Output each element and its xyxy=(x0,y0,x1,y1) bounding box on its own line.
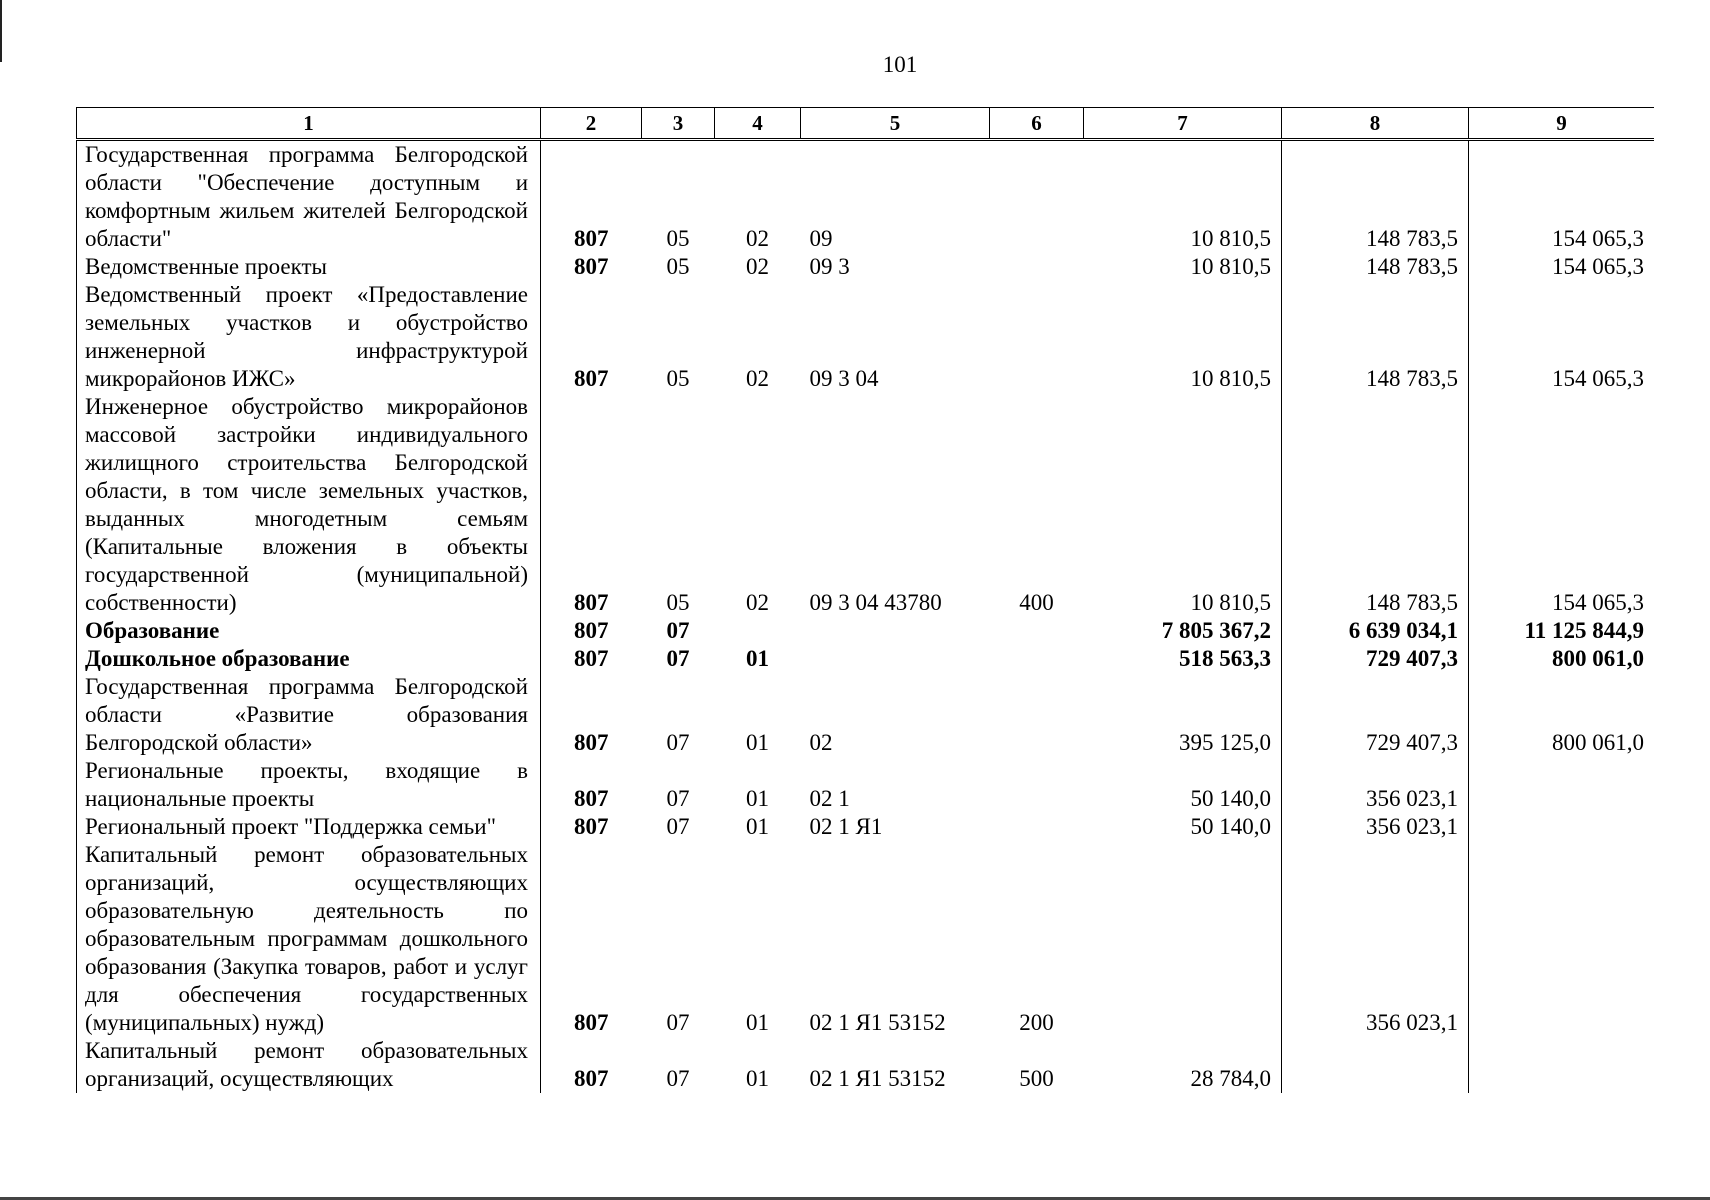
cell-amount-year-2: 148 783,5 xyxy=(1282,281,1469,393)
cell-name: Дошкольное образование xyxy=(77,645,541,673)
cell-ministry-code: 807 xyxy=(574,1066,609,1091)
cell-amount-year-1: 7 805 367,2 xyxy=(1084,617,1282,645)
cell-ministry-code: 807 xyxy=(574,1010,609,1035)
cell-subsection: 01 xyxy=(746,1066,769,1091)
cell-subsection: 02 xyxy=(746,254,769,279)
header-col-7: 7 xyxy=(1084,108,1282,140)
cell-section: 07 xyxy=(666,646,690,671)
cell-section: 07 xyxy=(666,730,690,755)
cell-subsection: 01 xyxy=(746,1010,769,1035)
cell-subsection: 01 xyxy=(746,786,769,811)
cell-section: 07 xyxy=(666,786,690,811)
cell-subsection: 02 xyxy=(746,226,769,251)
cell-section: 05 xyxy=(666,590,690,615)
cell-amount-year-1: 50 140,0 xyxy=(1084,813,1282,841)
cell-amount-year-1: 395 125,0 xyxy=(1084,673,1282,757)
cell-amount-year-1: 50 140,0 xyxy=(1084,757,1282,813)
cell-amount-year-2: 729 407,3 xyxy=(1282,645,1469,673)
cell-expense-type xyxy=(990,617,1084,645)
cell-subsection: 02 xyxy=(746,590,769,615)
cell-amount-year-3: 800 061,0 xyxy=(1469,673,1655,757)
table-row xyxy=(77,617,1655,645)
table-row xyxy=(77,673,1655,757)
cell-expense-type xyxy=(990,253,1084,281)
cell-name: Капитальный ремонт образовательных организаций, осуществляющих образовательную деятельность по образовательным программам дошкольного образования (Закупка товаров, работ и услуг для обеспечения государственных (муниципальных) нужд) xyxy=(77,841,541,1037)
cell-subsection xyxy=(715,617,801,645)
cell-amount-year-1 xyxy=(1084,841,1282,1037)
cell-target-article: 02 1 Я1 53152 xyxy=(809,1010,946,1035)
table-row xyxy=(77,813,1655,841)
cell-amount-year-3 xyxy=(1469,757,1655,813)
cell-ministry-code: 807 xyxy=(574,366,609,391)
cell-amount-year-2: 148 783,5 xyxy=(1282,253,1469,281)
cell-expense-type: 400 xyxy=(1019,590,1054,615)
cell-section: 05 xyxy=(666,254,690,279)
cell-subsection: 01 xyxy=(746,730,769,755)
table-row xyxy=(77,757,1655,813)
budget-table-container xyxy=(76,107,1654,1109)
cell-subsection: 01 xyxy=(746,814,769,839)
cell-target-article: 09 3 04 xyxy=(809,366,879,391)
header-col-8: 8 xyxy=(1282,108,1469,140)
cell-name: Ведомственные проекты xyxy=(77,253,541,281)
cell-section: 07 xyxy=(666,1010,690,1035)
header-col-5: 5 xyxy=(801,108,990,140)
table-body xyxy=(77,140,1655,1094)
cell-ministry-code: 807 xyxy=(574,646,609,671)
cell-amount-year-2 xyxy=(1282,1037,1469,1093)
cell-amount-year-1: 28 784,0 xyxy=(1084,1037,1282,1093)
table-row xyxy=(77,1037,1655,1093)
header-col-4: 4 xyxy=(715,108,801,140)
header-col-2: 2 xyxy=(541,108,642,140)
cell-amount-year-2: 356 023,1 xyxy=(1282,757,1469,813)
header-col-9: 9 xyxy=(1469,108,1655,140)
cell-name: Региональный проект "Поддержка семьи" xyxy=(77,813,541,841)
cell-target-article: 09 xyxy=(809,226,833,251)
cell-section: 07 xyxy=(666,1066,690,1091)
cell-target-article xyxy=(801,645,990,673)
table-row xyxy=(77,253,1655,281)
cell-amount-year-3: 154 065,3 xyxy=(1469,253,1655,281)
table-row xyxy=(77,281,1655,393)
cell-amount-year-3: 154 065,3 xyxy=(1469,140,1655,254)
cell-amount-year-3: 154 065,3 xyxy=(1469,281,1655,393)
cell-amount-year-2: 148 783,5 xyxy=(1282,393,1469,617)
cell-subsection: 02 xyxy=(746,366,769,391)
cell-target-article: 09 3 xyxy=(809,254,850,279)
header-col-1: 1 xyxy=(77,108,541,140)
cell-amount-year-2: 356 023,1 xyxy=(1282,813,1469,841)
cell-ministry-code: 807 xyxy=(574,254,609,279)
cell-ministry-code: 807 xyxy=(574,618,609,643)
cell-section: 05 xyxy=(666,366,690,391)
cell-name: Капитальный ремонт образовательных организаций, осуществляющих xyxy=(77,1037,541,1093)
cell-amount-year-3: 154 065,3 xyxy=(1469,393,1655,617)
cell-expense-type xyxy=(990,645,1084,673)
cell-amount-year-1: 10 810,5 xyxy=(1084,393,1282,617)
cell-amount-year-2: 356 023,1 xyxy=(1282,841,1469,1037)
header-col-6: 6 xyxy=(990,108,1084,140)
cell-amount-year-1: 518 563,3 xyxy=(1084,645,1282,673)
cell-target-article: 02 1 Я1 53152 xyxy=(809,1066,946,1091)
cell-expense-type xyxy=(990,813,1084,841)
cell-expense-type xyxy=(990,673,1084,757)
cell-target-article: 02 1 Я1 xyxy=(809,814,883,839)
cell-amount-year-3: 11 125 844,9 xyxy=(1469,617,1655,645)
cell-name: Образование xyxy=(77,617,541,645)
budget-table xyxy=(76,107,1654,1093)
header-col-3: 3 xyxy=(642,108,715,140)
cell-expense-type xyxy=(990,281,1084,393)
cell-ministry-code: 807 xyxy=(574,814,609,839)
cell-expense-type: 200 xyxy=(1019,1010,1054,1035)
cell-amount-year-3 xyxy=(1469,841,1655,1037)
cell-name: Инженерное обустройство микрорайонов массовой застройки индивидуального жилищного строительства Белгородской области, в том числе земельных участков, выданных многодетным семьям (Капитальные вложения в объекты государственной (муниципальной) собственности) xyxy=(77,393,541,617)
cell-target-article xyxy=(801,617,990,645)
cell-amount-year-3 xyxy=(1469,813,1655,841)
cell-section: 07 xyxy=(666,814,690,839)
cell-target-article: 02 1 xyxy=(809,786,850,811)
header-row xyxy=(77,108,1655,140)
cell-section: 07 xyxy=(666,618,690,643)
cell-amount-year-1: 10 810,5 xyxy=(1084,253,1282,281)
cell-ministry-code: 807 xyxy=(574,226,609,251)
cell-amount-year-2: 729 407,3 xyxy=(1282,673,1469,757)
cell-name: Ведомственный проект «Предоставление земельных участков и обустройство инженерной инфраструктурой микрорайонов ИЖС» xyxy=(77,281,541,393)
cell-subsection: 01 xyxy=(746,646,769,671)
table-row xyxy=(77,841,1655,1037)
cell-amount-year-2: 148 783,5 xyxy=(1282,140,1469,254)
cell-name: Государственная программа Белгородской области "Обеспечение доступным и комфортным жильем жителей Белгородской области" xyxy=(77,140,541,254)
cell-amount-year-1: 10 810,5 xyxy=(1084,281,1282,393)
cell-amount-year-3: 800 061,0 xyxy=(1469,645,1655,673)
cell-name: Государственная программа Белгородской области «Развитие образования Белгородской области» xyxy=(77,673,541,757)
cell-expense-type: 500 xyxy=(1019,1066,1054,1091)
cell-ministry-code: 807 xyxy=(574,590,609,615)
cell-target-article: 02 xyxy=(809,730,833,755)
table-row xyxy=(77,393,1655,617)
cell-name: Региональные проекты, входящие в национальные проекты xyxy=(77,757,541,813)
cell-expense-type xyxy=(990,757,1084,813)
cell-amount-year-2: 6 639 034,1 xyxy=(1282,617,1469,645)
table-row xyxy=(77,645,1655,673)
cell-amount-year-1: 10 810,5 xyxy=(1084,140,1282,254)
cell-target-article: 09 3 04 43780 xyxy=(809,590,942,615)
page-number: 101 xyxy=(882,52,918,77)
table-row xyxy=(77,140,1655,254)
cell-ministry-code: 807 xyxy=(574,730,609,755)
cell-section: 05 xyxy=(666,226,690,251)
cell-ministry-code: 807 xyxy=(574,786,609,811)
cell-expense-type xyxy=(990,140,1084,254)
cell-amount-year-3 xyxy=(1469,1037,1655,1093)
